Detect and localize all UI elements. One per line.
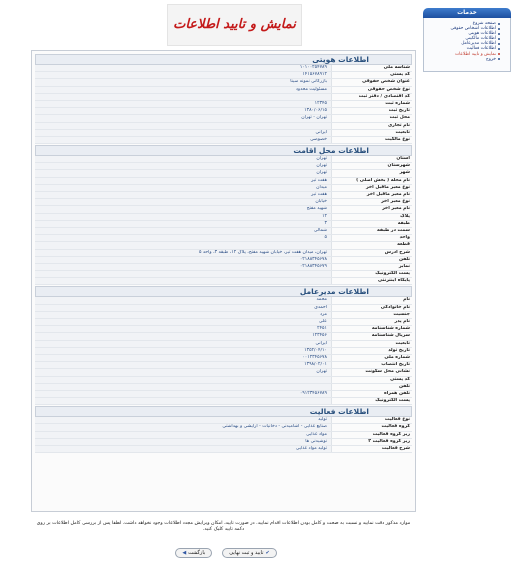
field-label: طبقه	[397, 220, 410, 226]
field-label: شهر	[399, 170, 410, 176]
info-row	[35, 348, 412, 355]
field-label: شماره شناسنامه	[371, 326, 410, 332]
info-row	[35, 163, 412, 170]
field-label: کد پستی	[390, 72, 410, 78]
section-title: اطلاعات هویتی	[35, 54, 412, 65]
info-row	[35, 87, 412, 94]
info-row	[35, 221, 412, 228]
field-value: شمالی	[35, 228, 332, 234]
menu-item-label: اطلاعات هویتی	[468, 31, 496, 37]
field-label: زیر گروه فعالیت	[372, 431, 410, 437]
field-label: نام تجاری	[387, 122, 410, 128]
field-value: ایرانی	[35, 130, 332, 136]
field-value: ۱۳۵۲/۰۴/۱۰	[35, 348, 332, 354]
bullet-icon	[498, 53, 500, 55]
info-row	[35, 79, 412, 86]
info-row	[35, 115, 412, 122]
field-value: شهید مفتح	[35, 206, 332, 212]
info-row	[35, 417, 412, 424]
field-value	[35, 242, 332, 248]
field-label: نوع شخص حقوقی	[367, 86, 410, 92]
field-label: نوع معبر آخر	[381, 199, 410, 205]
page-title-banner	[167, 4, 302, 46]
info-row	[35, 297, 412, 304]
info-row	[35, 228, 412, 235]
info-row	[35, 108, 412, 115]
menu-item-label: اطلاعات مالکیتی	[465, 36, 496, 42]
menu-item-label: خروج	[485, 56, 496, 62]
info-row	[35, 312, 412, 319]
field-value: نوشیدنی ها	[35, 439, 332, 445]
info-row	[35, 391, 412, 398]
services-menu-list	[423, 18, 511, 72]
field-value: مواد غذایی	[35, 432, 332, 438]
bullet-icon	[498, 33, 500, 35]
field-value: ۰۰۱۲۳۴۵۶۷۸	[35, 355, 332, 361]
bullet-icon	[498, 58, 500, 60]
field-value: صنایع غذایی - آشامیدنی - دخانیات - آرایشی و بهداشتی	[35, 424, 332, 430]
field-value: محمد	[35, 297, 332, 303]
field-label: استان	[396, 156, 410, 162]
field-value	[35, 94, 332, 100]
field-label: نوع فعالیت	[384, 417, 410, 423]
field-value: ۰۲۱۸۸۳۴۵۶۷۹	[35, 264, 332, 270]
info-row	[35, 156, 412, 163]
field-label: نوع معبر ماقبل آخر	[365, 184, 410, 190]
info-row	[35, 369, 412, 376]
field-label: جنسیت	[393, 311, 410, 317]
info-row	[35, 439, 412, 446]
section-title: اطلاعات مدیرعامل	[35, 286, 412, 297]
action-buttons	[156, 548, 296, 558]
field-value: خصوصی	[35, 137, 332, 143]
info-row	[35, 130, 412, 137]
info-row	[35, 137, 412, 144]
field-label: شهرستان	[387, 163, 410, 169]
menu-item-label: اطلاعات فعالیت	[466, 46, 496, 52]
info-row	[35, 214, 412, 221]
field-label: نام پدر	[394, 319, 410, 324]
info-row	[35, 384, 412, 391]
info-row	[35, 72, 412, 79]
field-label: نام معبر ماقبل آخر	[366, 192, 410, 197]
field-value: ۰۹۱۲۳۴۵۶۷۸۹	[35, 391, 332, 397]
field-value: ۵	[35, 235, 332, 241]
field-value: ۱۲	[35, 214, 332, 220]
info-row	[35, 398, 412, 405]
info-row	[35, 362, 412, 369]
menu-item-label: اطلاعات مدیرعامل	[461, 41, 496, 47]
field-label: نمابر	[398, 263, 410, 269]
field-label: شماره ثبت	[385, 100, 410, 106]
field-value: ۰۲۱۸۸۳۴۵۶۷۸	[35, 257, 332, 263]
bullet-icon	[498, 28, 500, 30]
field-value: مسئولیت محدود	[35, 87, 332, 93]
info-row	[35, 123, 412, 130]
field-value	[35, 398, 332, 404]
field-label: کد پستی	[390, 376, 410, 382]
back-button[interactable]	[175, 548, 212, 558]
confirm-button-label: تایید و ثبت نهایی	[229, 550, 264, 556]
field-label: پست الکترونیک	[375, 271, 410, 277]
bullet-icon	[498, 43, 500, 45]
field-value: ۱۳۹۸/۰۲/۰۱	[35, 362, 332, 368]
field-value: تهران	[35, 369, 332, 375]
field-value: میدان	[35, 185, 332, 191]
info-row	[35, 319, 412, 326]
field-value: خیابان	[35, 199, 332, 205]
field-label: محل ثبت	[389, 115, 410, 121]
field-value: تولید مواد غذایی	[35, 446, 332, 452]
field-value: تهران	[35, 163, 332, 169]
field-value: بازرگانی نمونه سینا	[35, 79, 332, 85]
field-label: شناسه ملی	[383, 65, 410, 70]
services-menu	[423, 8, 511, 72]
info-row	[35, 446, 412, 453]
field-label: شرح فعالیت	[381, 446, 410, 451]
field-value: ۱۲۳۴۵۶	[35, 333, 332, 339]
field-label: نام	[403, 297, 410, 303]
field-label: سریال شناسنامه	[371, 333, 410, 339]
field-label: تاریخ انتصاب	[381, 362, 410, 368]
field-value: ۱۴۱۵۶۷۸۹۱۲	[35, 72, 332, 78]
info-row	[35, 185, 412, 192]
field-label: سمت در طبقه	[377, 227, 410, 233]
menu-item-label: صفحه شروع	[472, 21, 496, 26]
field-label: تابعیت	[395, 340, 410, 346]
confirm-check-icon: ✔	[265, 550, 270, 556]
info-row	[35, 377, 412, 384]
field-value: تهران، میدان هفت تیر، خیابان شهید مفتح، پلاک ۱۲، طبقه ۳، واحد ۵	[35, 250, 332, 256]
bullet-icon	[498, 38, 500, 40]
section-title: اطلاعات فعالیت	[35, 406, 412, 417]
info-row	[35, 424, 412, 431]
info-row	[35, 178, 412, 185]
field-value	[35, 123, 332, 129]
field-label: تاریخ ثبت	[388, 108, 410, 114]
services-menu-title: خدمات	[423, 8, 511, 18]
menu-item-label: نمایش و تایید اطلاعات	[454, 51, 496, 57]
bullet-icon	[498, 48, 500, 50]
field-label: عنوان شخص حقوقی	[362, 79, 410, 85]
info-row	[35, 94, 412, 101]
main-content	[31, 4, 416, 575]
field-label: پلاک	[400, 213, 410, 219]
field-value: تولید	[35, 417, 332, 423]
field-label: واحد	[399, 235, 410, 241]
field-label: کد اقتصادی / دفتر ثبت	[358, 93, 410, 99]
field-label: شرح آدرس	[384, 249, 410, 255]
field-value: تهران	[35, 156, 332, 162]
field-label: نام خانوادگی	[380, 304, 410, 310]
field-value: ایرانی	[35, 341, 332, 347]
info-row	[35, 65, 412, 72]
field-value: مرد	[35, 312, 332, 318]
info-row	[35, 242, 412, 249]
field-value: هفت تیر	[35, 178, 332, 184]
field-value: علی	[35, 319, 332, 325]
field-label: نوع مالکیت	[384, 136, 410, 142]
info-row	[35, 101, 412, 108]
field-label: پایگاه اینترنتی	[377, 278, 410, 284]
back-button-label: بازگشت	[188, 550, 206, 556]
field-value	[35, 377, 332, 383]
info-row	[35, 257, 412, 264]
bullet-icon	[498, 23, 500, 25]
info-row	[35, 305, 412, 312]
back-arrow-icon: ◀	[182, 550, 187, 556]
field-value: احمدی	[35, 305, 332, 311]
field-value	[35, 278, 332, 284]
info-row	[35, 235, 412, 242]
field-label: تلفن	[398, 256, 410, 262]
field-value	[35, 384, 332, 390]
info-row	[35, 264, 412, 271]
field-label: پست الکترونیک	[375, 398, 410, 404]
field-label: زیر گروه فعالیت ۲	[368, 438, 410, 444]
field-label: تاریخ تولد	[388, 347, 410, 353]
info-row	[35, 170, 412, 177]
field-value: ۱۲۳۴۵	[35, 101, 332, 107]
menu-item-label: اطلاعات اشخاص حقوقی	[450, 26, 496, 32]
field-label: نام معبر آخر	[382, 206, 410, 212]
info-row	[35, 206, 412, 213]
field-label: نام محله ( بخش اصلی )	[356, 177, 410, 183]
info-row	[35, 278, 412, 285]
field-value: هفت تیر	[35, 192, 332, 198]
confirmation-note: موارد مذکور دقت نمایید و نسبت به صحت و کامل بودن اطلاعات اقدام نمایید. در صورت تایید، امکان ویرایش مجدد اطلاعات وجود نخواهد داشت. لطفا پس از بررسی کامل اطلاعات بر روی دکمه تایید کلیک کنید.	[36, 521, 411, 532]
field-label: تابعیت	[395, 129, 410, 135]
info-row	[35, 250, 412, 257]
menu-item[interactable]	[428, 57, 500, 62]
field-label: شماره ملی	[384, 354, 410, 360]
field-label: نشانی محل سکونت	[365, 369, 410, 375]
field-value: تهران - تهران	[35, 115, 332, 121]
field-label: تلفن همراه	[383, 390, 410, 396]
field-value: ۱۳۸۰/۰۶/۱۵	[35, 108, 332, 114]
field-value: ۳	[35, 221, 332, 227]
field-label: تلفن	[398, 383, 410, 389]
info-row	[35, 333, 412, 340]
page-title: نمایش و تایید اطلاعات	[173, 17, 296, 32]
info-row	[35, 199, 412, 206]
field-label: قطعه	[397, 242, 410, 248]
field-value	[35, 271, 332, 277]
info-row	[35, 341, 412, 348]
info-row	[35, 432, 412, 439]
info-panel	[31, 50, 416, 512]
section-title: اطلاعات محل اقامت	[35, 145, 412, 156]
field-value: تهران	[35, 170, 332, 176]
info-row	[35, 192, 412, 199]
info-row	[35, 271, 412, 278]
info-row	[35, 326, 412, 333]
field-value: ۲۴۵۱	[35, 326, 332, 332]
info-row	[35, 355, 412, 362]
confirm-button[interactable]	[222, 548, 276, 558]
field-label: گروه فعالیت	[381, 424, 410, 430]
field-value: ۱۰۱۰۰۲۵۴۷۸۹	[35, 65, 332, 71]
